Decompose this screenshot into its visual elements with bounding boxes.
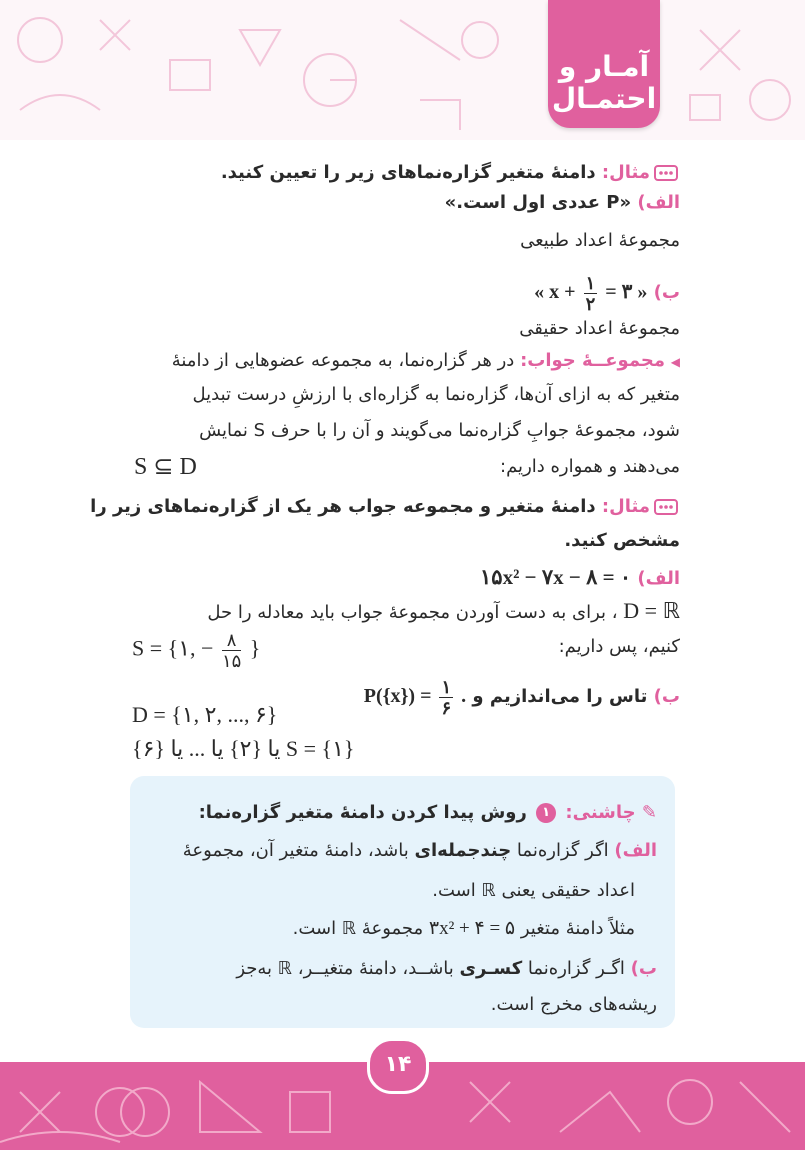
example1-part-b-label: ب): [653, 282, 680, 303]
pen-icon: ✎: [641, 802, 657, 823]
tip-title: روش پیدا کردن دامنهٔ متغیر گزاره‌نما:: [198, 802, 527, 823]
tip-b-label: ب): [630, 958, 657, 979]
definition-formula: S ⊆ D: [134, 454, 197, 480]
eq-lhs: « x +: [534, 281, 576, 303]
probability-formula: [364, 674, 466, 718]
tip-a-text1: اگر گزاره‌نما: [516, 840, 609, 861]
fraction: [439, 677, 453, 718]
set-suffix: }: [249, 635, 261, 661]
tip-label: چاشنی:: [565, 802, 636, 823]
example2-part-b: [364, 674, 680, 718]
tip-box: [130, 776, 675, 1028]
tip-a-line3-pre: مثلاً دامنهٔ متغیر: [520, 918, 635, 939]
triangle-bullet-icon: ◀: [670, 355, 680, 369]
set-prefix: S = {۱, −: [132, 635, 214, 661]
example2-part-a-line1: [207, 594, 680, 628]
example1-heading: [221, 156, 680, 190]
tip-heading: [199, 796, 657, 830]
definition-line2: متغیر که به ازای آن‌ها، گزاره‌نما به گزاره‌ای با ارزشِ درست تبدیل: [192, 384, 680, 405]
tip-a-line1: [183, 834, 657, 868]
dice-icon: [654, 498, 680, 516]
fraction-denominator: ۱۵: [221, 651, 242, 671]
definition-line1: [172, 344, 680, 378]
probability-lhs: P({x}) =: [363, 685, 432, 707]
tip-a-label: الف): [614, 840, 657, 861]
example1-part-b-equation: [534, 270, 647, 314]
example1-part-a-text: «P عددی اول است.»: [444, 192, 632, 213]
example2-part-a: [480, 560, 680, 594]
tip-b-text2: باشــد، دامنهٔ متغیــر، ℝ به‌جز: [236, 958, 454, 979]
tip-a-bold: چندجمله‌ای: [414, 840, 512, 861]
example2-part-a-label: الف): [637, 568, 680, 589]
fraction: [222, 630, 241, 671]
page-number: ۱۴: [367, 1038, 429, 1094]
fraction: [584, 273, 598, 314]
eq-rhs: = ۳ »: [605, 281, 648, 303]
tip-a-line3-post: مجموعهٔ ℝ است.: [292, 918, 424, 939]
tip-b-line2: ریشه‌های مخرج است.: [490, 994, 657, 1015]
example2-label: مثال:: [601, 496, 650, 517]
example2-part-b-text: تاس را می‌اندازیم و: [472, 686, 648, 707]
example2-heading: [90, 490, 680, 524]
chapter-tab: [548, 0, 660, 128]
fraction-numerator: ۸: [222, 630, 241, 651]
header-doodles: [0, 0, 805, 140]
fraction-denominator: ۶: [441, 697, 452, 718]
example2-text-1: دامنهٔ متغیر و مجموعه جواب هر یک از گزاره‌نماهای زیر را: [90, 496, 596, 517]
tip-a-text2: باشد، دامنهٔ متغیر آن، مجموعهٔ: [182, 840, 409, 861]
example1-part-b: [534, 270, 680, 314]
tip-a-line2: اعداد حقیقی یعنی ℝ است.: [432, 880, 635, 901]
example2-text-2: مشخص کنید.: [564, 530, 680, 551]
domain-set-b: D = {۱, ۲, ..., ۶}: [132, 702, 278, 727]
example1-label: مثال:: [601, 162, 650, 183]
solution-set-b: S = {۱} یا {۲} یا ... یا {۶}: [132, 736, 355, 761]
example2-part-a-text1: ، برای به دست آوردن مجموعهٔ جواب باید معادله را حل: [207, 602, 618, 623]
example1-text: دامنهٔ متغیر گزاره‌نماهای زیر را تعیین کنید.: [220, 162, 596, 183]
tip-b-text1: اگـر گزاره‌نما: [527, 958, 625, 979]
tip-number: ۱: [536, 803, 556, 823]
example1-part-a-label: الف): [637, 192, 680, 213]
header-decoration: [0, 0, 805, 140]
fraction-numerator: ۱: [441, 676, 452, 697]
sentence-end: .: [461, 685, 467, 707]
tip-a-line3: [293, 912, 635, 946]
fraction-denominator: ۲: [585, 293, 596, 314]
example2-part-a-line2: کنیم، پس داریم:: [558, 636, 680, 657]
tip-b-bold: کسـری: [459, 958, 523, 979]
example1-part-b-answer: مجموعهٔ اعداد حقیقی: [519, 318, 680, 339]
example2-part-b-label: ب): [653, 686, 680, 707]
chapter-title-line1: آمـار و: [558, 50, 650, 83]
solution-set-a: [132, 630, 260, 671]
domain-formula: D = ℝ: [623, 598, 680, 623]
example2-part-a-equation: ۱۵x² − ۷x − ۸ = ۰: [480, 565, 632, 589]
example1-part-a: [445, 186, 680, 220]
fraction-numerator: ۱: [585, 272, 596, 293]
chapter-title-line2: احتمـال: [551, 82, 657, 115]
definition-label: مجموعــهٔ جواب:: [520, 350, 666, 371]
definition-line4: می‌دهند و همواره داریم:: [500, 456, 680, 477]
tip-a-equation: ۳x² + ۴ = ۵: [428, 918, 516, 939]
definition-line3: شود، مجموعهٔ جوابِ گزاره‌نما می‌گویند و آن را با حرف S نمایش: [199, 420, 680, 441]
dice-icon: [654, 164, 680, 182]
definition-text-1: در هر گزاره‌نما، به مجموعه عضوهایی از دامنهٔ: [171, 350, 515, 371]
example1-part-a-answer: مجموعهٔ اعداد طبیعی: [520, 230, 680, 251]
tip-b-line1: [236, 952, 657, 986]
